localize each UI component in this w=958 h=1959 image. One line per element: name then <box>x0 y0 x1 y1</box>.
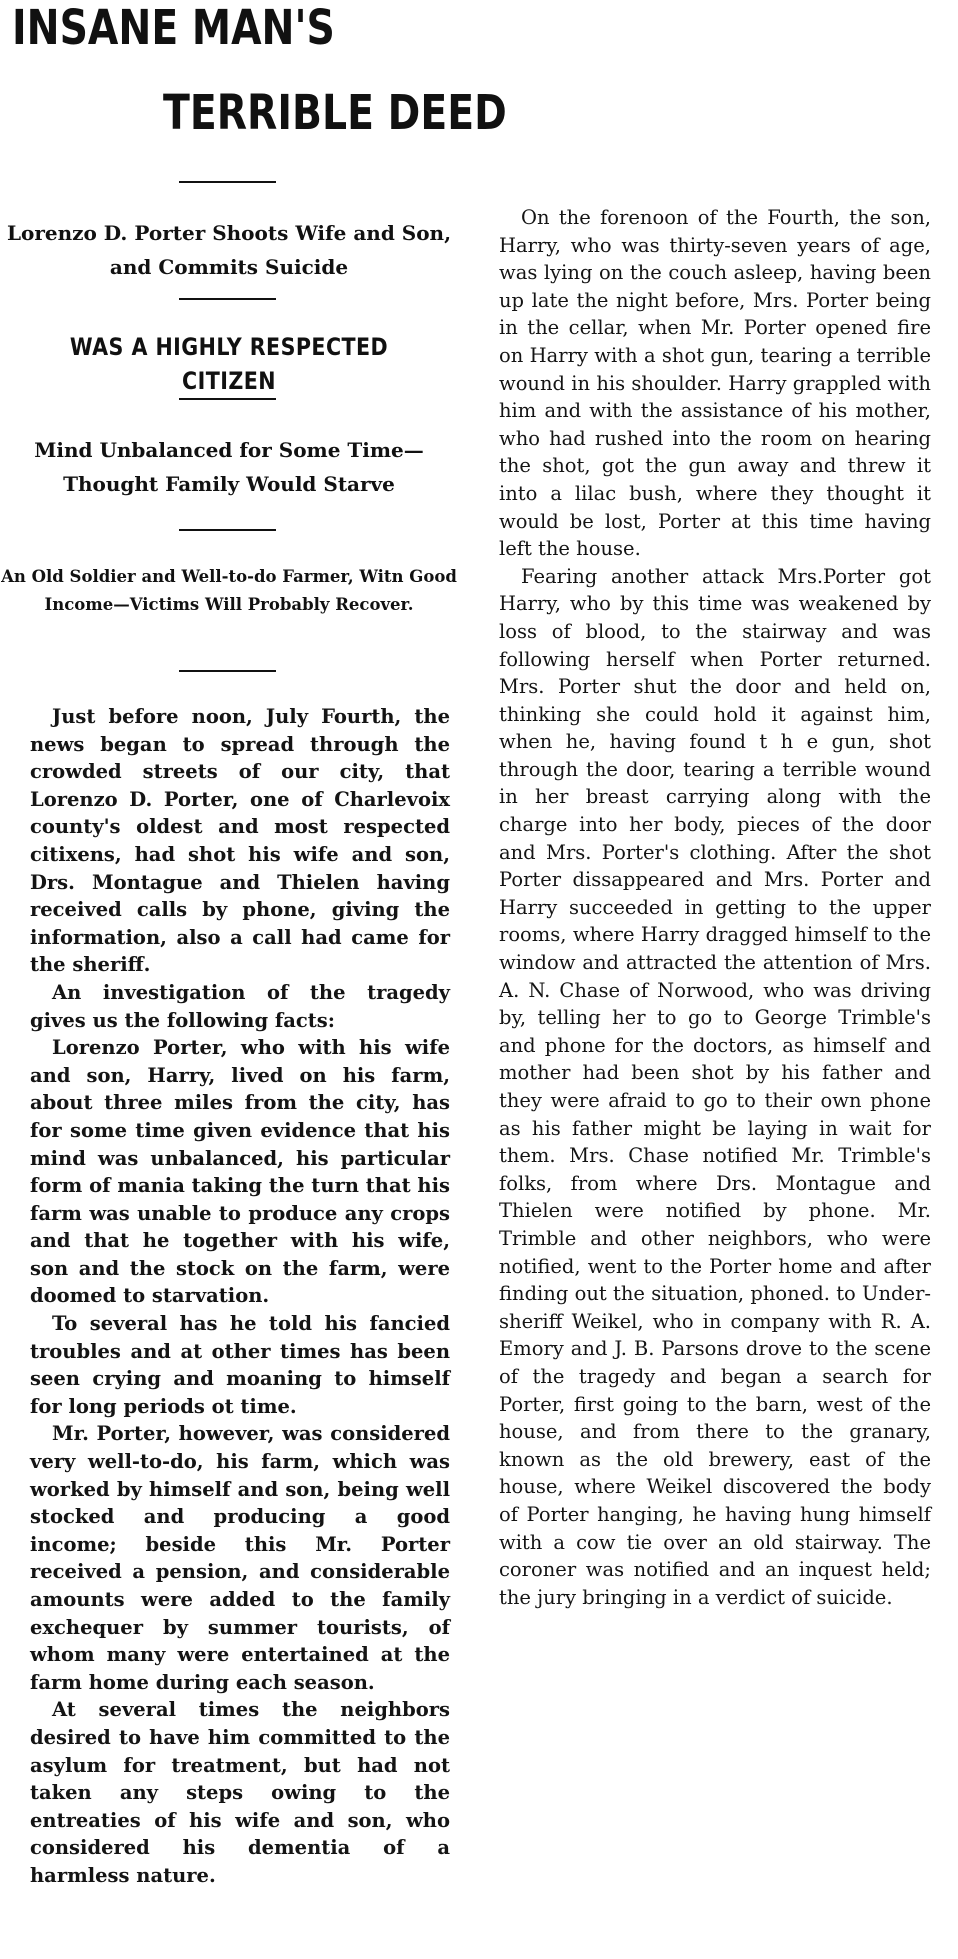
divider-rule <box>179 181 276 183</box>
headline-line-2: TERRIBLE DEED <box>163 85 507 141</box>
article-paragraph: To several has he told his fancied troubles and at other times has been seen crying and moaning to himself for long periods ot time. <box>30 1312 450 1418</box>
article-paragraph: On the forenoon of the Fourth, the son, Harry, who was thirty-seven years of age, was lying on the couch asleep, having been up late the night before, Mrs. Porter being in the cellar, when Mr. Porter opened fire on Harry with a shot gun, tearing a terrible wound in his shoulder. Harry grappled with him and with the assistance of his mother, who had rushed into the room on hearing the shot, got the gun away and threw it into a lilac bush, where they thought it would be lost, Porter at this time having left the house. <box>499 206 931 561</box>
article-paragraph: Just before noon, July Fourth, the news began to spread through the crowded streets of our city, that Lorenzo D. Porter, one of Charlevoix county's oldest and most respected citixens, had shot his wife and son, Drs. Montague and Thielen having received calls by phone, giving the information, also a call had came for the sheriff. <box>30 705 450 977</box>
divider-rule <box>179 298 276 300</box>
article-paragraph: Fearing another attack Mrs.Porter got Harry, who by this time was weakened by loss of blood, to the stairway and was following herself when Porter returned. Mrs. Porter shut the door and held on, thinking she could hold it against him, when he, having found t h e gun, shot through the door, tearing a terrible wound in her breast carrying along with the charge into her body, pieces of the door and Mrs. Porter's clothing. After the shot Porter dissappeared and Mrs. Porter and Harry succeeded in getting to the upper rooms, where Harry dragged himself to the window and attracted the attention of Mrs. A. N. Chase of Norwood, who was driving by, telling her to go to George Trimble's and phone for the doctors, as himself and mother had been shot by his father and they were afraid to go to their own phone as his father might be laying in wait for them. Mrs. Chase notified Mr. Trimble's folks, from where Drs. Montague and Thielen were notified by phone. Mr. Trimble and other neighbors, who were notified, went to the Porter home and after finding out the situation, phoned. to Under-sheriff Weikel, who in company with R. A. Emory and J. B. Parsons drove to the scene of the tragedy and began a search for Porter, first going to the barn, west of the house, and from there to the granary, known as the old brewery, east of the house, where Weikel discovered the body of Porter hanging, he having hung himself with a cow tie over an old stairway. The coroner was notified and an inquest held; the jury bringing in a verdict of suicide. <box>499 564 931 1609</box>
deck-subhead-2: WAS A HIGHLY RESPECTED CITIZEN <box>69 333 389 395</box>
headline-line-1: INSANE MAN'S <box>12 0 335 56</box>
article-left-column <box>30 703 450 1890</box>
divider-rule <box>179 670 276 672</box>
article-paragraph: Lorenzo Porter, who with his wife and son, Harry, lived on his farm, about three miles from the city, has for some time given evidence that his mind was unbalanced, his particular form of mania taking the turn that his farm was unable to produce any crops and that he together with his wife, son and the stock on the farm, were doomed to starvation. <box>30 1036 450 1308</box>
deck-subhead-4: An Old Soldier and Well-to-do Farmer, Witn Good Income—Victims Will Probably Recover. <box>1 567 457 614</box>
divider-rule <box>179 398 276 400</box>
deck-subhead-1: Lorenzo D. Porter Shoots Wife and Son, and Commits Suicide <box>6 221 452 279</box>
divider-rule <box>179 529 276 531</box>
article-paragraph: An investigation of the tragedy gives us the following facts: <box>30 980 450 1032</box>
article-paragraph: At several times the neighbors desired to have him committed to the asylum for treatment, but had not taken any steps owing to the entreaties of his wife and son, who considered his dementia of a harmless nature. <box>30 1698 450 1887</box>
article-paragraph: Mr. Porter, however, was considered very well-to-do, his farm, which was worked by himself and son, being well stocked and producing a good income; beside this Mr. Porter received a pension, and considerable amounts were added to the family exchequer by summer tourists, of whom many were entertained at the farm home during each season. <box>30 1422 450 1694</box>
deck-subhead-3: Mind Unbalanced for Some Time— Thought Family Would Starve <box>34 438 424 496</box>
article-right-column <box>499 204 931 1611</box>
